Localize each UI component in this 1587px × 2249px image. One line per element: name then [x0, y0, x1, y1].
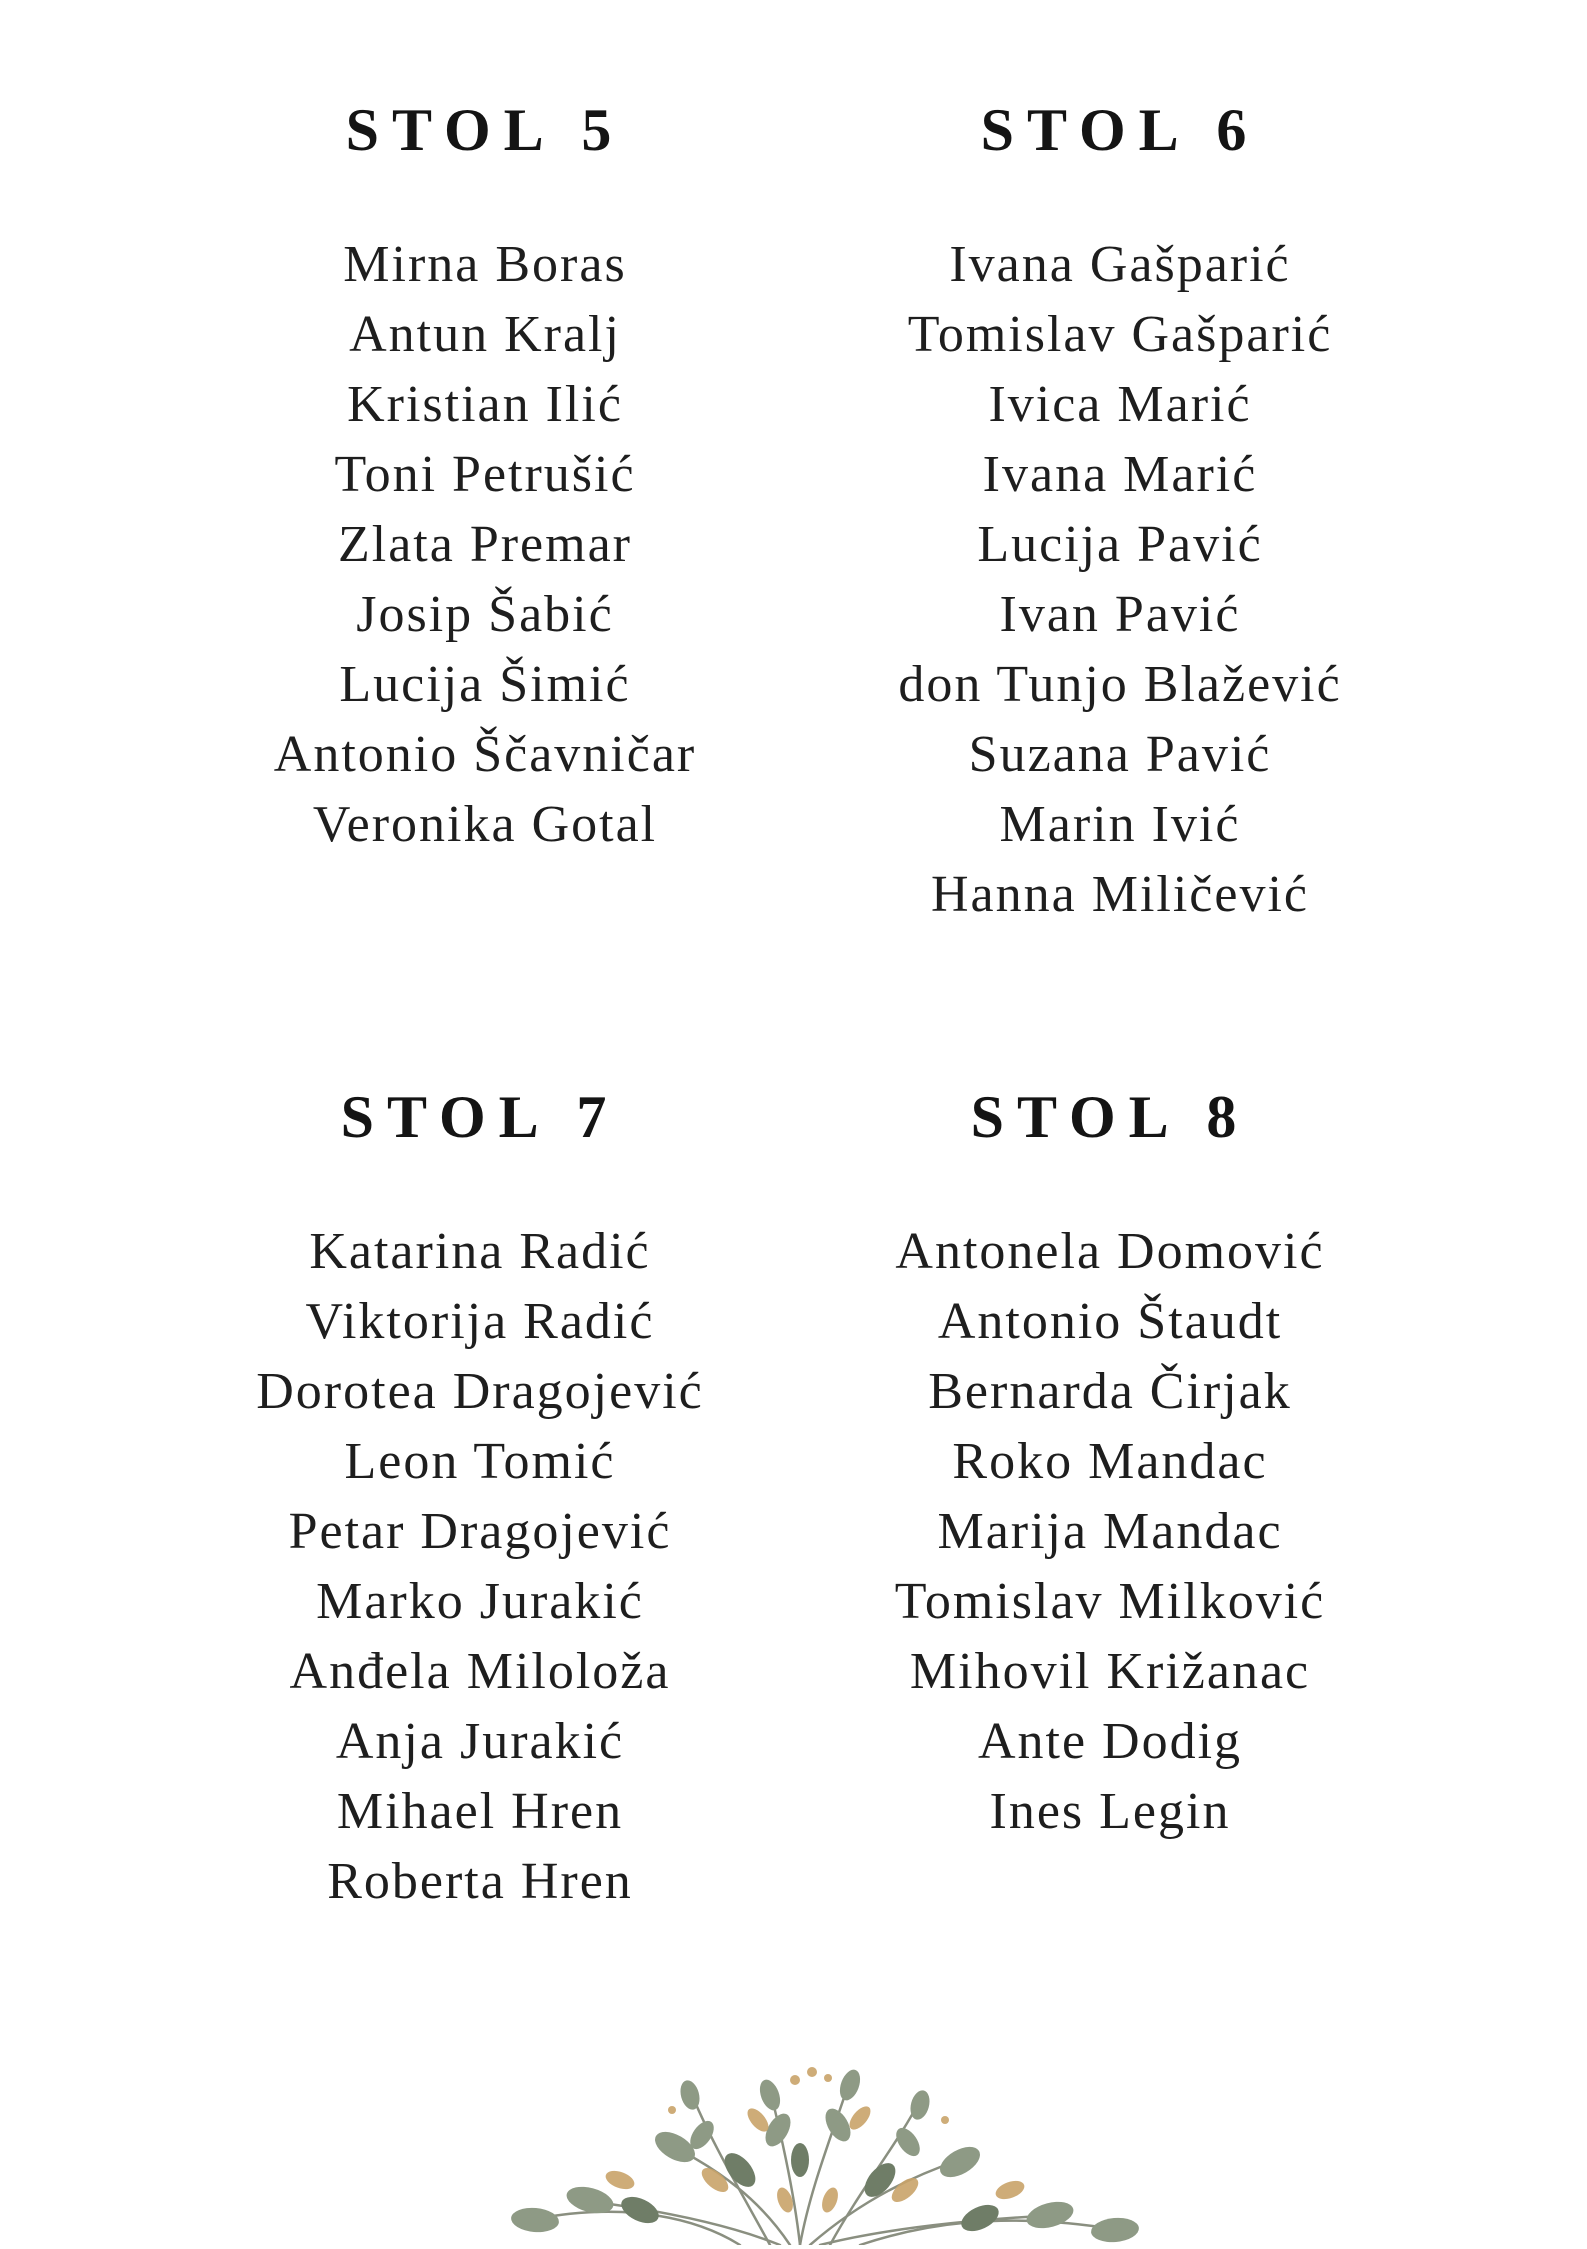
guest-name: Zlata Premar: [338, 516, 632, 573]
guest-list: [160, 1217, 800, 1917]
guest-name: Mirna Boras: [343, 236, 627, 293]
guest-name: Hanna Miličević: [931, 866, 1309, 923]
guest-name: Anđela Miloloža: [289, 1643, 671, 1700]
guest-name: Mihael Hren: [336, 1783, 624, 1840]
guest-name: Ante Dodig: [977, 1713, 1243, 1770]
guest-name: Antonela Domović: [895, 1223, 1325, 1280]
guest-name: Marin Ivić: [999, 796, 1241, 853]
guest-name: Ivan Pavić: [999, 586, 1241, 643]
guest-list: [790, 1217, 1430, 1847]
guest-name: Ivana Marić: [982, 446, 1258, 503]
floral-decoration-art: [440, 2050, 1180, 2245]
guest-name: Veronika Gotal: [312, 796, 658, 853]
table-7: [160, 1084, 800, 1917]
guest-name: Roberta Hren: [327, 1853, 633, 1910]
guest-name: Lucija Šimić: [339, 656, 631, 713]
guest-name: Antonio Štaudt: [937, 1293, 1283, 1350]
guest-name: Ines Legin: [989, 1783, 1231, 1840]
floral-foliage-icon: [440, 2050, 1180, 2245]
guest-name: Anja Jurakić: [335, 1713, 625, 1770]
guest-list: [165, 230, 805, 860]
table-8: [790, 1084, 1430, 1847]
guest-name: don Tunjo Blažević: [898, 656, 1342, 713]
guest-name: Tomislav Gašparić: [907, 306, 1333, 363]
guest-name: Marija Mandac: [937, 1503, 1283, 1560]
guest-name: Marko Jurakić: [316, 1573, 644, 1630]
guest-name: Kristian Ilić: [347, 376, 623, 433]
guest-list: [800, 230, 1440, 930]
guest-name: Suzana Pavić: [968, 726, 1272, 783]
guest-name: Antonio Ščavničar: [273, 726, 697, 783]
guest-name: Lucija Pavić: [977, 516, 1263, 573]
table-title: STOL 8: [970, 1084, 1250, 1150]
guest-name: Viktorija Radić: [305, 1293, 655, 1350]
table-6: [800, 97, 1440, 930]
table-title: STOL 5: [345, 97, 625, 163]
guest-name: Tomislav Milković: [894, 1573, 1326, 1630]
guest-name: Petar Dragojević: [288, 1503, 672, 1560]
guest-name: Dorotea Dragojević: [256, 1363, 704, 1420]
guest-name: Bernarda Čirjak: [928, 1363, 1292, 1420]
guest-name: Josip Šabić: [356, 586, 614, 643]
table-title: STOL 6: [980, 97, 1260, 163]
guest-name: Roko Mandac: [952, 1433, 1268, 1490]
guest-name: Ivica Marić: [988, 376, 1252, 433]
guest-name: Toni Petrušić: [334, 446, 636, 503]
table-5: [165, 97, 805, 860]
guest-name: Mihovil Križanac: [909, 1643, 1311, 1700]
table-title: STOL 7: [340, 1084, 620, 1150]
guest-name: Antun Kralj: [349, 306, 621, 363]
guest-name: Ivana Gašparić: [949, 236, 1291, 293]
guest-name: Leon Tomić: [344, 1433, 616, 1490]
guest-name: Katarina Radić: [309, 1223, 651, 1280]
